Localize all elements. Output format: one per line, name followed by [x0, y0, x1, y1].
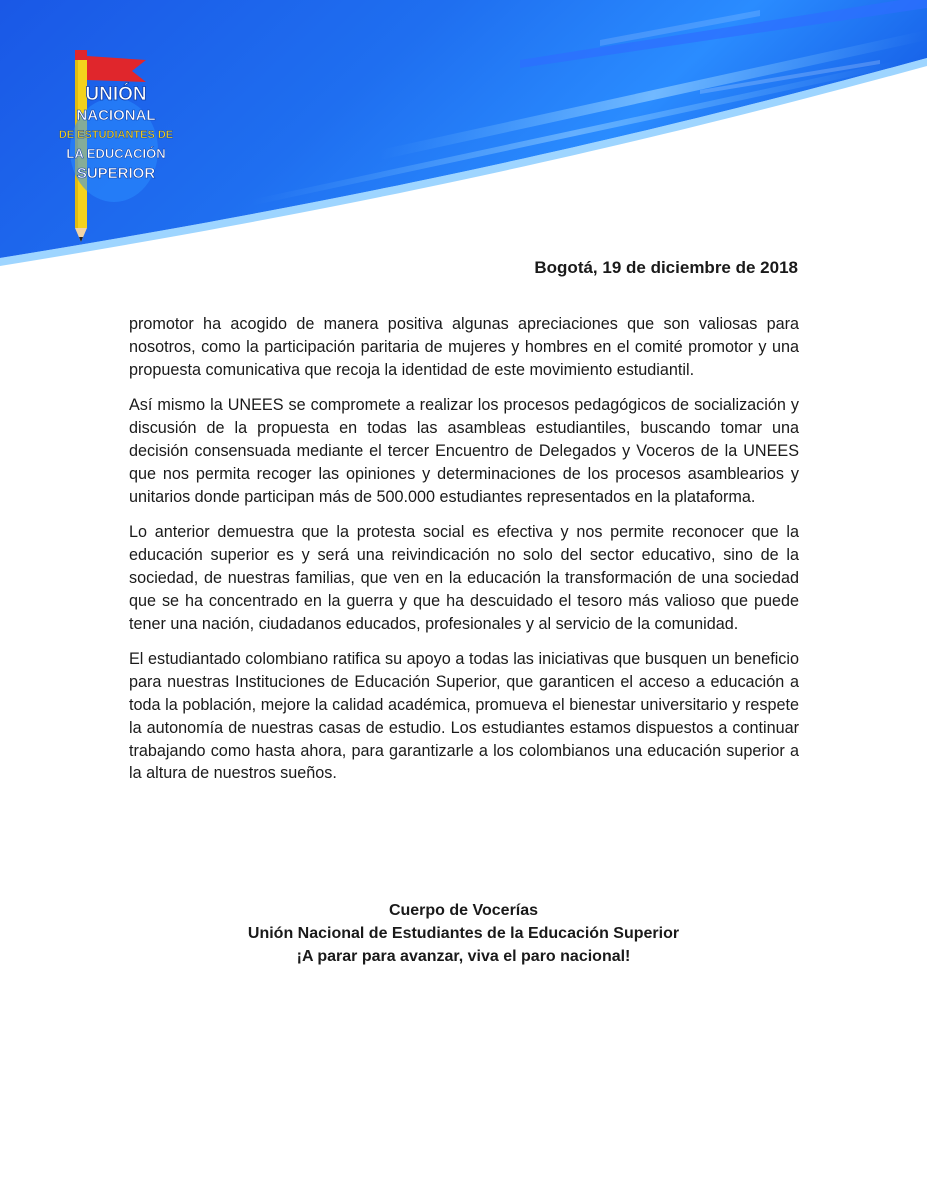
- logo-line-4: LA EDUCACIÓN: [66, 146, 166, 161]
- signature-line-2: Unión Nacional de Estudiantes de la Educación Superior: [247, 925, 680, 942]
- signature-line-3: ¡A parar para avanzar, viva el paro nacional!: [296, 948, 631, 965]
- paragraph-1: promotor ha acogido de manera positiva algunas apreciaciones que son valiosas para nosotros, como la participación paritaria de mujeres y hombres en el comité promotor y una propuesta comunicativa que recoja la identidad de este movimiento estudiantil.: [129, 315, 799, 379]
- letter-date: Bogotá, 19 de diciembre de 2018: [534, 258, 798, 277]
- signature-line-1: Cuerpo de Vocerías: [388, 902, 539, 919]
- paragraph-2: Así mismo la UNEES se compromete a realizar los procesos pedagógicos de socialización y discusión de la propuesta en todas las asambleas estudiantiles, buscando tomar una decisión consensuada mediante el tercer Encuentro de Delegados y Voceros de la UNEES que nos permita recoger las opiniones y determinaciones de los procesos asamblearios y unitarios donde participan más de 500.000 estudiantes representados en la plataforma.: [129, 396, 799, 506]
- pencil-flag-logo-icon: [44, 46, 174, 246]
- letter-body: [129, 313, 799, 798]
- paragraph-3: Lo anterior demuestra que la protesta social es efectiva y nos permite reconocer que la educación superior es y será una reivindicación no solo del sector educativo, sino de la sociedad, de nuestras familias, que ven en la educación la transformación de una sociedad que se ha concentrado en la guerra y que ha descuidado el tesoro más valioso que puede tener una nación, ciudadanos educados, profesionales y al servicio de la comunidad.: [129, 523, 799, 633]
- signature-block: [0, 899, 927, 968]
- logo-line-1: UNIÓN: [85, 84, 147, 105]
- logo-line-5: SUPERIOR: [76, 165, 156, 182]
- paragraph-4: El estudiantado colombiano ratifica su apoyo a todas las iniciativas que busquen un beneficio para nuestras Instituciones de Educación Superior, que garanticen el acceso a educación a toda la población, mejore la calidad académica, promueva el bienestar universitario y respete la autonomía de nuestras casas de estudio. Los estudiantes estamos dispuestos a continuar trabajando como hasta ahora, para garantizarle a los colombianos una educación superior a la altura de nuestros sueños.: [129, 650, 799, 783]
- logo-line-2: NACIONAL: [76, 107, 156, 124]
- logo-line-3: DE ESTUDIANTES DE: [58, 129, 174, 141]
